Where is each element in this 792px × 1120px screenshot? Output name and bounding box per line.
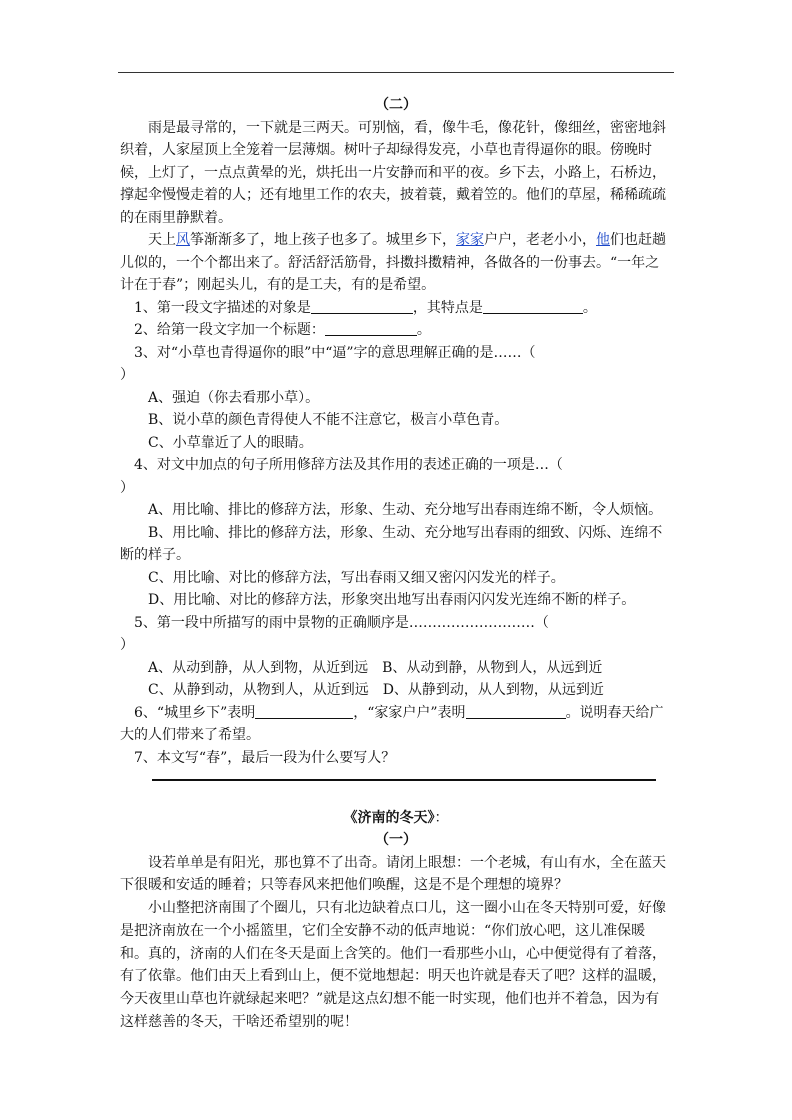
- question-2: 2、给第一段文字加一个标题： 。: [134, 322, 431, 338]
- document-page: [120, 94, 672, 1034]
- question-6: 6、“城里乡下”表明 ，“家家户户”表明 。说明春天给广大的人们带来了希望。: [120, 704, 664, 743]
- option-4b: B、用比喻、排比的修辞方法，形象、生动、充分地写出春雨的细致、闪烁、连绵不断的样子。: [120, 524, 663, 563]
- paragraph-kites: 天上风筝渐渐多了，地上孩子也多了。城里乡下，家家户户，老老小小，他们也赶趟儿似的，一个个都出来了。舒活舒活筋骨，抖擞抖擞精神，各做各的一份事去。“一年之计在于春”；刚起头儿，有的是工夫，有的是希望。: [120, 232, 666, 293]
- option-4c: C、用比喻、对比的修辞方法，写出春雨又细又密闪闪发光的样子。: [148, 569, 565, 586]
- section-heading-one: （一）: [375, 832, 417, 848]
- article-title: 《济南的冬天》：: [343, 810, 449, 826]
- paragraph-rain: 雨是最寻常的，一下就是三两天。可别恼，看，像牛毛，像花针，像细丝，密密地斜织着，人家屋顶上全笼着一层薄烟。树叶子却绿得发亮，小草也青得逼你的眼。傍晚时候，上灯了，一点点黄晕的光，烘托出一片安静而和平的夜。乡下去，小路上，石桥边，撑起伞慢慢走着的人；还有地里工作的农夫，披着蓑，戴着笠的。他们的草屋，稀稀疏疏的在雨里静默着。: [120, 119, 666, 226]
- option-3b: B、说小草的颜色青得使人不能不注意它，极言小草色青。: [148, 412, 509, 428]
- answer-blank[interactable]: [325, 321, 417, 336]
- question-5-close: ）: [120, 637, 134, 653]
- paragraph-sunshine: 设若单单是有阳光，那也算不了出奇。请闭上眼想：一个老城，有山有水，全在蓝天下很暖和安适的睡着；只等春风来把他们唤醒，这是不是个理想的境界？: [120, 854, 666, 894]
- question-3: 3、对“小草也青得逼你的眼”中“逼”字的意思理解正确的是……（: [134, 344, 536, 361]
- hyperlink-ta[interactable]: 他: [596, 232, 610, 248]
- paragraph-hills: 小山整把济南围了个圈儿，只有北边缺着点口儿，这一圈小山在冬天特别可爱，好像是把济南放在一个小摇篮里，它们全安静不动的低声地说：“你们放心吧，这儿准保暖和。真的，济南的人们在冬天是面上含笑的。他们一看那些小山，心中便觉得有了着落，有了依靠。他们由天上看到山上，便不觉地想起：明天也许就是春天了吧？这样的温暖，今天夜里山草也许就绿起来吧？”就是这点幻想不能一时实现，他们也并不着急，因为有这样慈善的冬天，干啥还希望别的呢！: [120, 900, 666, 1031]
- question-5: 5、第一段中所描写的雨中景物的正确顺序是………………………（: [134, 614, 549, 631]
- option-4a: A、用比喻、排比的修辞方法，形象、生动、充分地写出春雨连绵不断，令人烦恼。: [148, 502, 663, 518]
- answer-blank[interactable]: [255, 704, 353, 719]
- option-4d: D、用比喻、对比的修辞方法，形象突出地写出春雨闪闪发光连绵不断的样子。: [148, 592, 636, 608]
- header-rule: [118, 72, 674, 73]
- answer-blank[interactable]: [466, 704, 566, 719]
- hyperlink-feng[interactable]: 风: [176, 232, 190, 248]
- section-heading: （二）: [375, 97, 417, 113]
- answer-blank[interactable]: [483, 299, 583, 314]
- question-7: 7、本文写“春”，最后一段为什么要写人？: [134, 749, 396, 766]
- question-3-close: ）: [120, 367, 134, 383]
- option-5ab: A、从动到静，从人到物，从近到远 B、从动到静，从物到人，从远到近: [148, 659, 603, 676]
- question-4: 4、对文中加点的句子所用修辞方法及其作用的表述正确的一项是…（: [134, 457, 563, 473]
- question-1: 1、第一段文字描述的对象是 ，其特点是 。: [134, 299, 597, 316]
- answer-blank[interactable]: [311, 299, 413, 314]
- option-3c: C、小草靠近了人的眼睛。: [148, 434, 313, 451]
- option-3a: A、强迫（你去看那小草）。: [148, 389, 320, 406]
- question-4-close: ）: [120, 479, 134, 496]
- option-5cd: C、从静到动，从物到人，从近到远 D、从静到动，从人到物，从远到近: [148, 682, 604, 698]
- hyperlink-jiajia[interactable]: 家家: [456, 232, 484, 248]
